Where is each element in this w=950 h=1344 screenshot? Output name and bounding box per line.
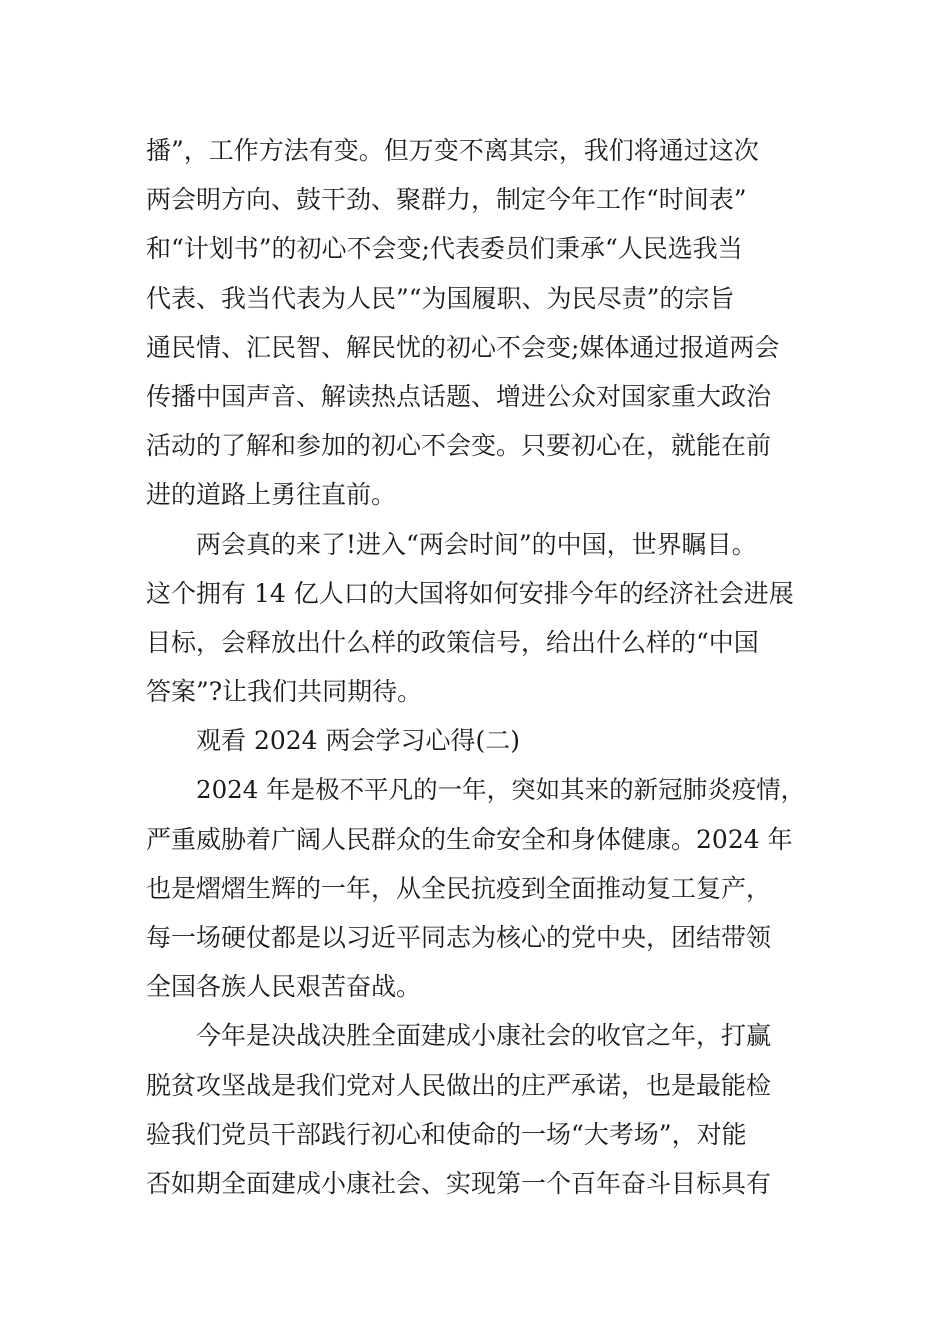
text-line: 这个拥有 14 亿人口的大国将如何安排今年的经济社会进展 (146, 578, 794, 608)
text-line: 两会明方向、鼓干劲、聚群力，制定今年工作“时间表” (146, 185, 747, 215)
text-line: 活动的了解和参加的初心不会变。只要初心在，就能在前 (146, 431, 772, 461)
text-line: 传播中国声音、解读热点话题、增进公众对国家重大政治 (146, 381, 772, 411)
text-line: 也是熠熠生辉的一年，从全民抗疫到全面推动复工复产， (146, 873, 772, 903)
text-line: 通民情、汇民智、解民忧的初心不会变;媒体通过报道两会 (146, 332, 780, 362)
text-line: 和“计划书”的初心不会变;代表委员们秉承“人民选我当 (146, 234, 743, 264)
text-line: 严重威胁着广阔人民群众的生命安全和身体健康。2024 年 (146, 824, 793, 854)
text-line: 目标，会释放出什么样的政策信号，给出什么样的“中国 (146, 627, 759, 657)
paragraph-start-line: 2024 年是极不平凡的一年，突如其来的新冠肺炎疫情， (196, 775, 806, 805)
section-heading: 观看 2024 两会学习心得(二) (196, 726, 521, 756)
text-line: 脱贫攻坚战是我们党对人民做出的庄严承诺，也是最能检 (146, 1070, 772, 1100)
document-body (146, 126, 816, 1208)
text-line: 进的道路上勇往直前。 (146, 480, 397, 510)
text-line: 代表、我当代表为人民”“为国履职、为民尽责”的宗旨 (146, 283, 735, 313)
text-line: 每一场硬仗都是以习近平同志为核心的党中央，团结带领 (146, 923, 772, 952)
text-line: 全国各族人民艰苦奋战。 (146, 972, 422, 1002)
paragraph-start-line: 今年是决战决胜全面建成小康社会的收官之年，打赢 (196, 1021, 772, 1051)
paragraph-start-line: 两会真的来了!进入“两会时间”的中国，世界瞩目。 (196, 529, 757, 559)
text-line: 否如期全面建成小康社会、实现第一个百年奋斗目标具有 (146, 1168, 772, 1198)
text-line: 验我们党员干部践行初心和使命的一场“大考场”，对能 (146, 1119, 747, 1149)
text-line: 答案”?让我们共同期待。 (146, 677, 423, 707)
text-line: 播”，工作方法有变。但万变不离其宗，我们将通过这次 (146, 136, 759, 165)
